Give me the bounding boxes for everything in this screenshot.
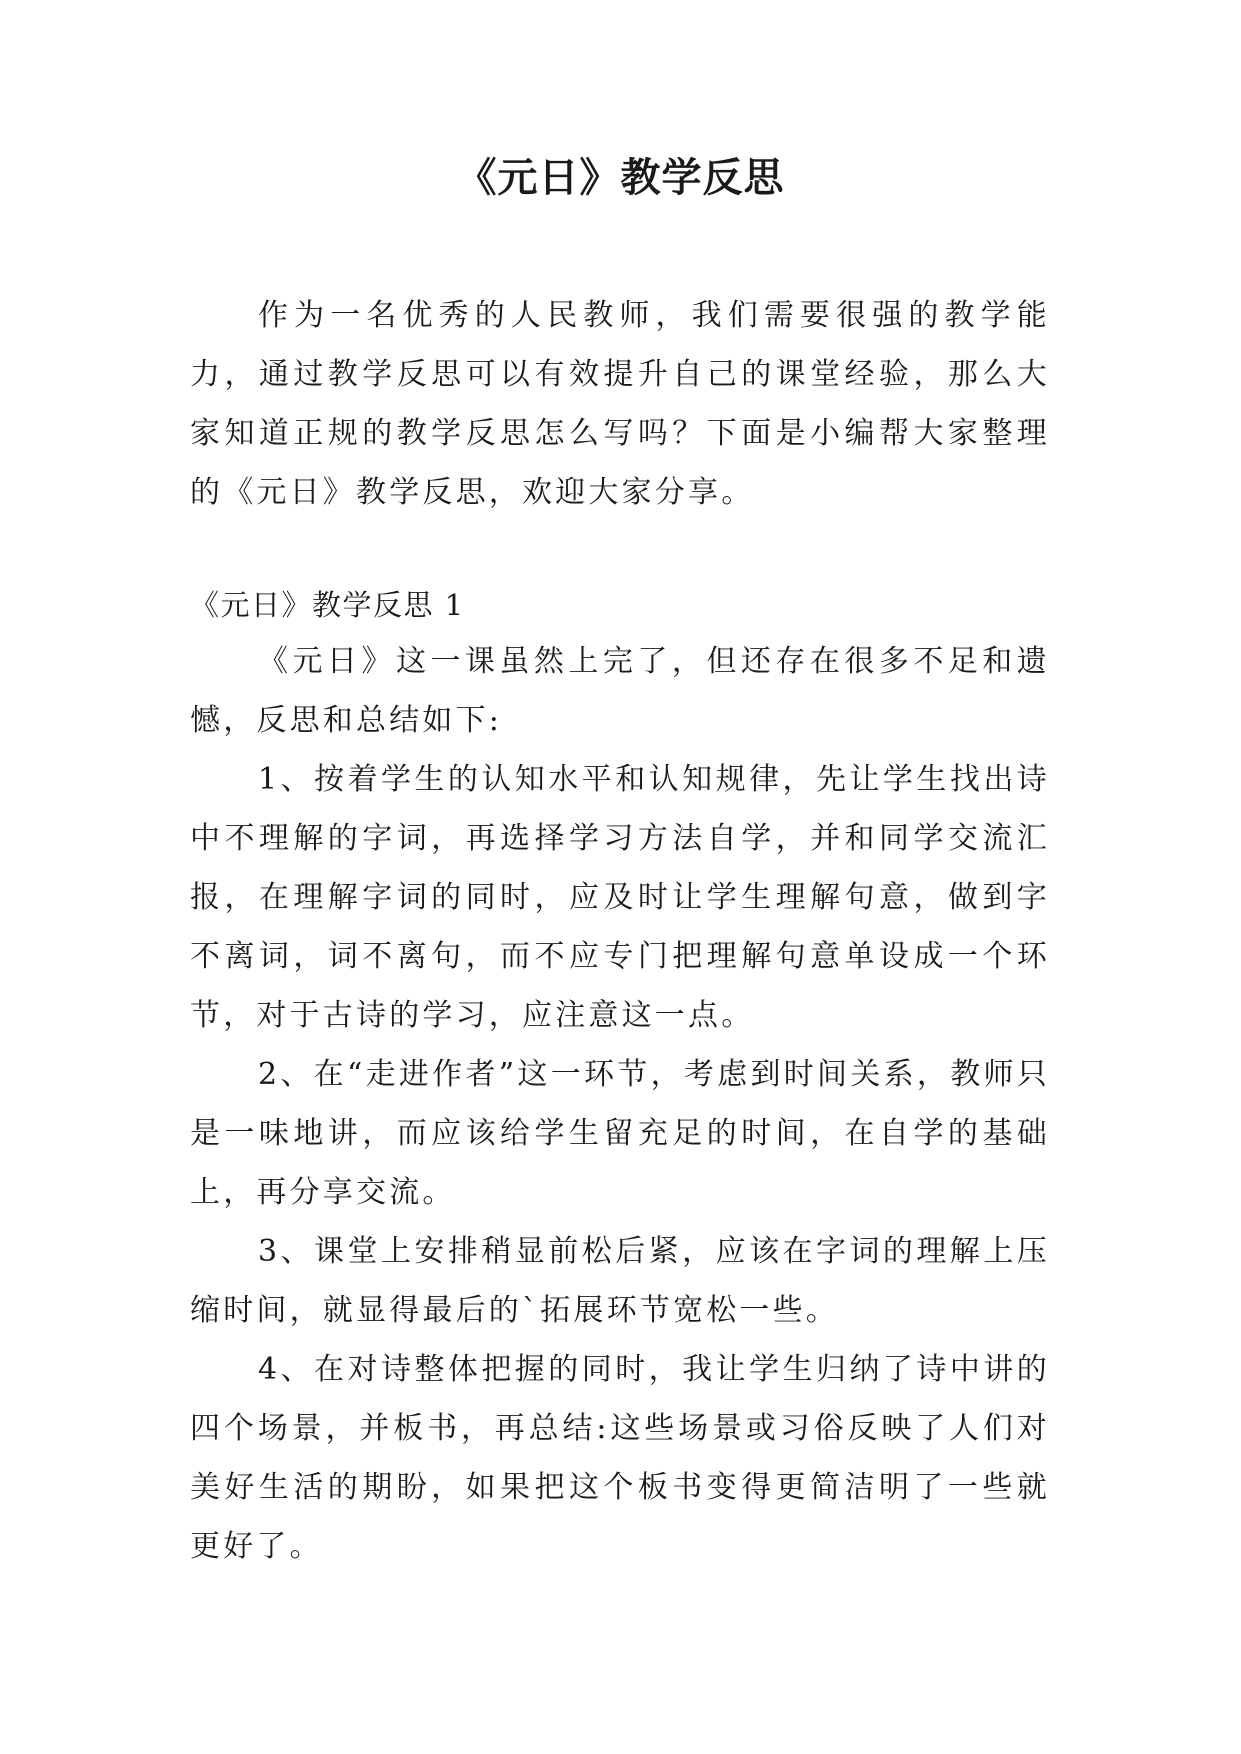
paragraph: 4、在对诗整体把握的同时，我让学生归纳了诗中讲的四个场景，并板书，再总结:这些场景或习俗反映了人们对美好生活的期盼，如果把这个板书变得更简洁明了一些就更好了。 bbox=[190, 1352, 1050, 1564]
intro-paragraph: 作为一名优秀的人民教师，我们需要很强的教学能力，通过教学反思可以有效提升自己的课堂经验，那么大家知道正规的教学反思怎么写吗？下面是小编帮大家整理的《元日》教学反思，欢迎大家分享。 bbox=[190, 298, 1050, 510]
document-title: 《元日》教学反思 bbox=[456, 155, 785, 201]
section-content bbox=[190, 632, 1050, 1576]
paragraph: 《元日》这一课虽然上完了，但还存在很多不足和遗憾，反思和总结如下: bbox=[190, 644, 1050, 738]
paragraph: 1、按着学生的认知水平和认知规律，先让学生找出诗中不理解的字词，再选择学习方法自学，并和同学交流汇报，在理解字词的同时，应及时让学生理解句意，做到字不离词，词不离句，而不应专门把理解句意单设成一个环节，对于古诗的学习，应注意这一点。 bbox=[190, 762, 1050, 1033]
paragraph: 2、在“走进作者”这一环节，考虑到时间关系，教师只是一味地讲，而应该给学生留充足的时间，在自学的基础上，再分享交流。 bbox=[190, 1057, 1050, 1210]
section-heading: 《元日》教学反思 1 bbox=[190, 588, 465, 622]
paragraph: 3、课堂上安排稍显前松后紧，应该在字词的理解上压缩时间，就显得最后的`拓展环节宽松一些。 bbox=[190, 1234, 1050, 1328]
